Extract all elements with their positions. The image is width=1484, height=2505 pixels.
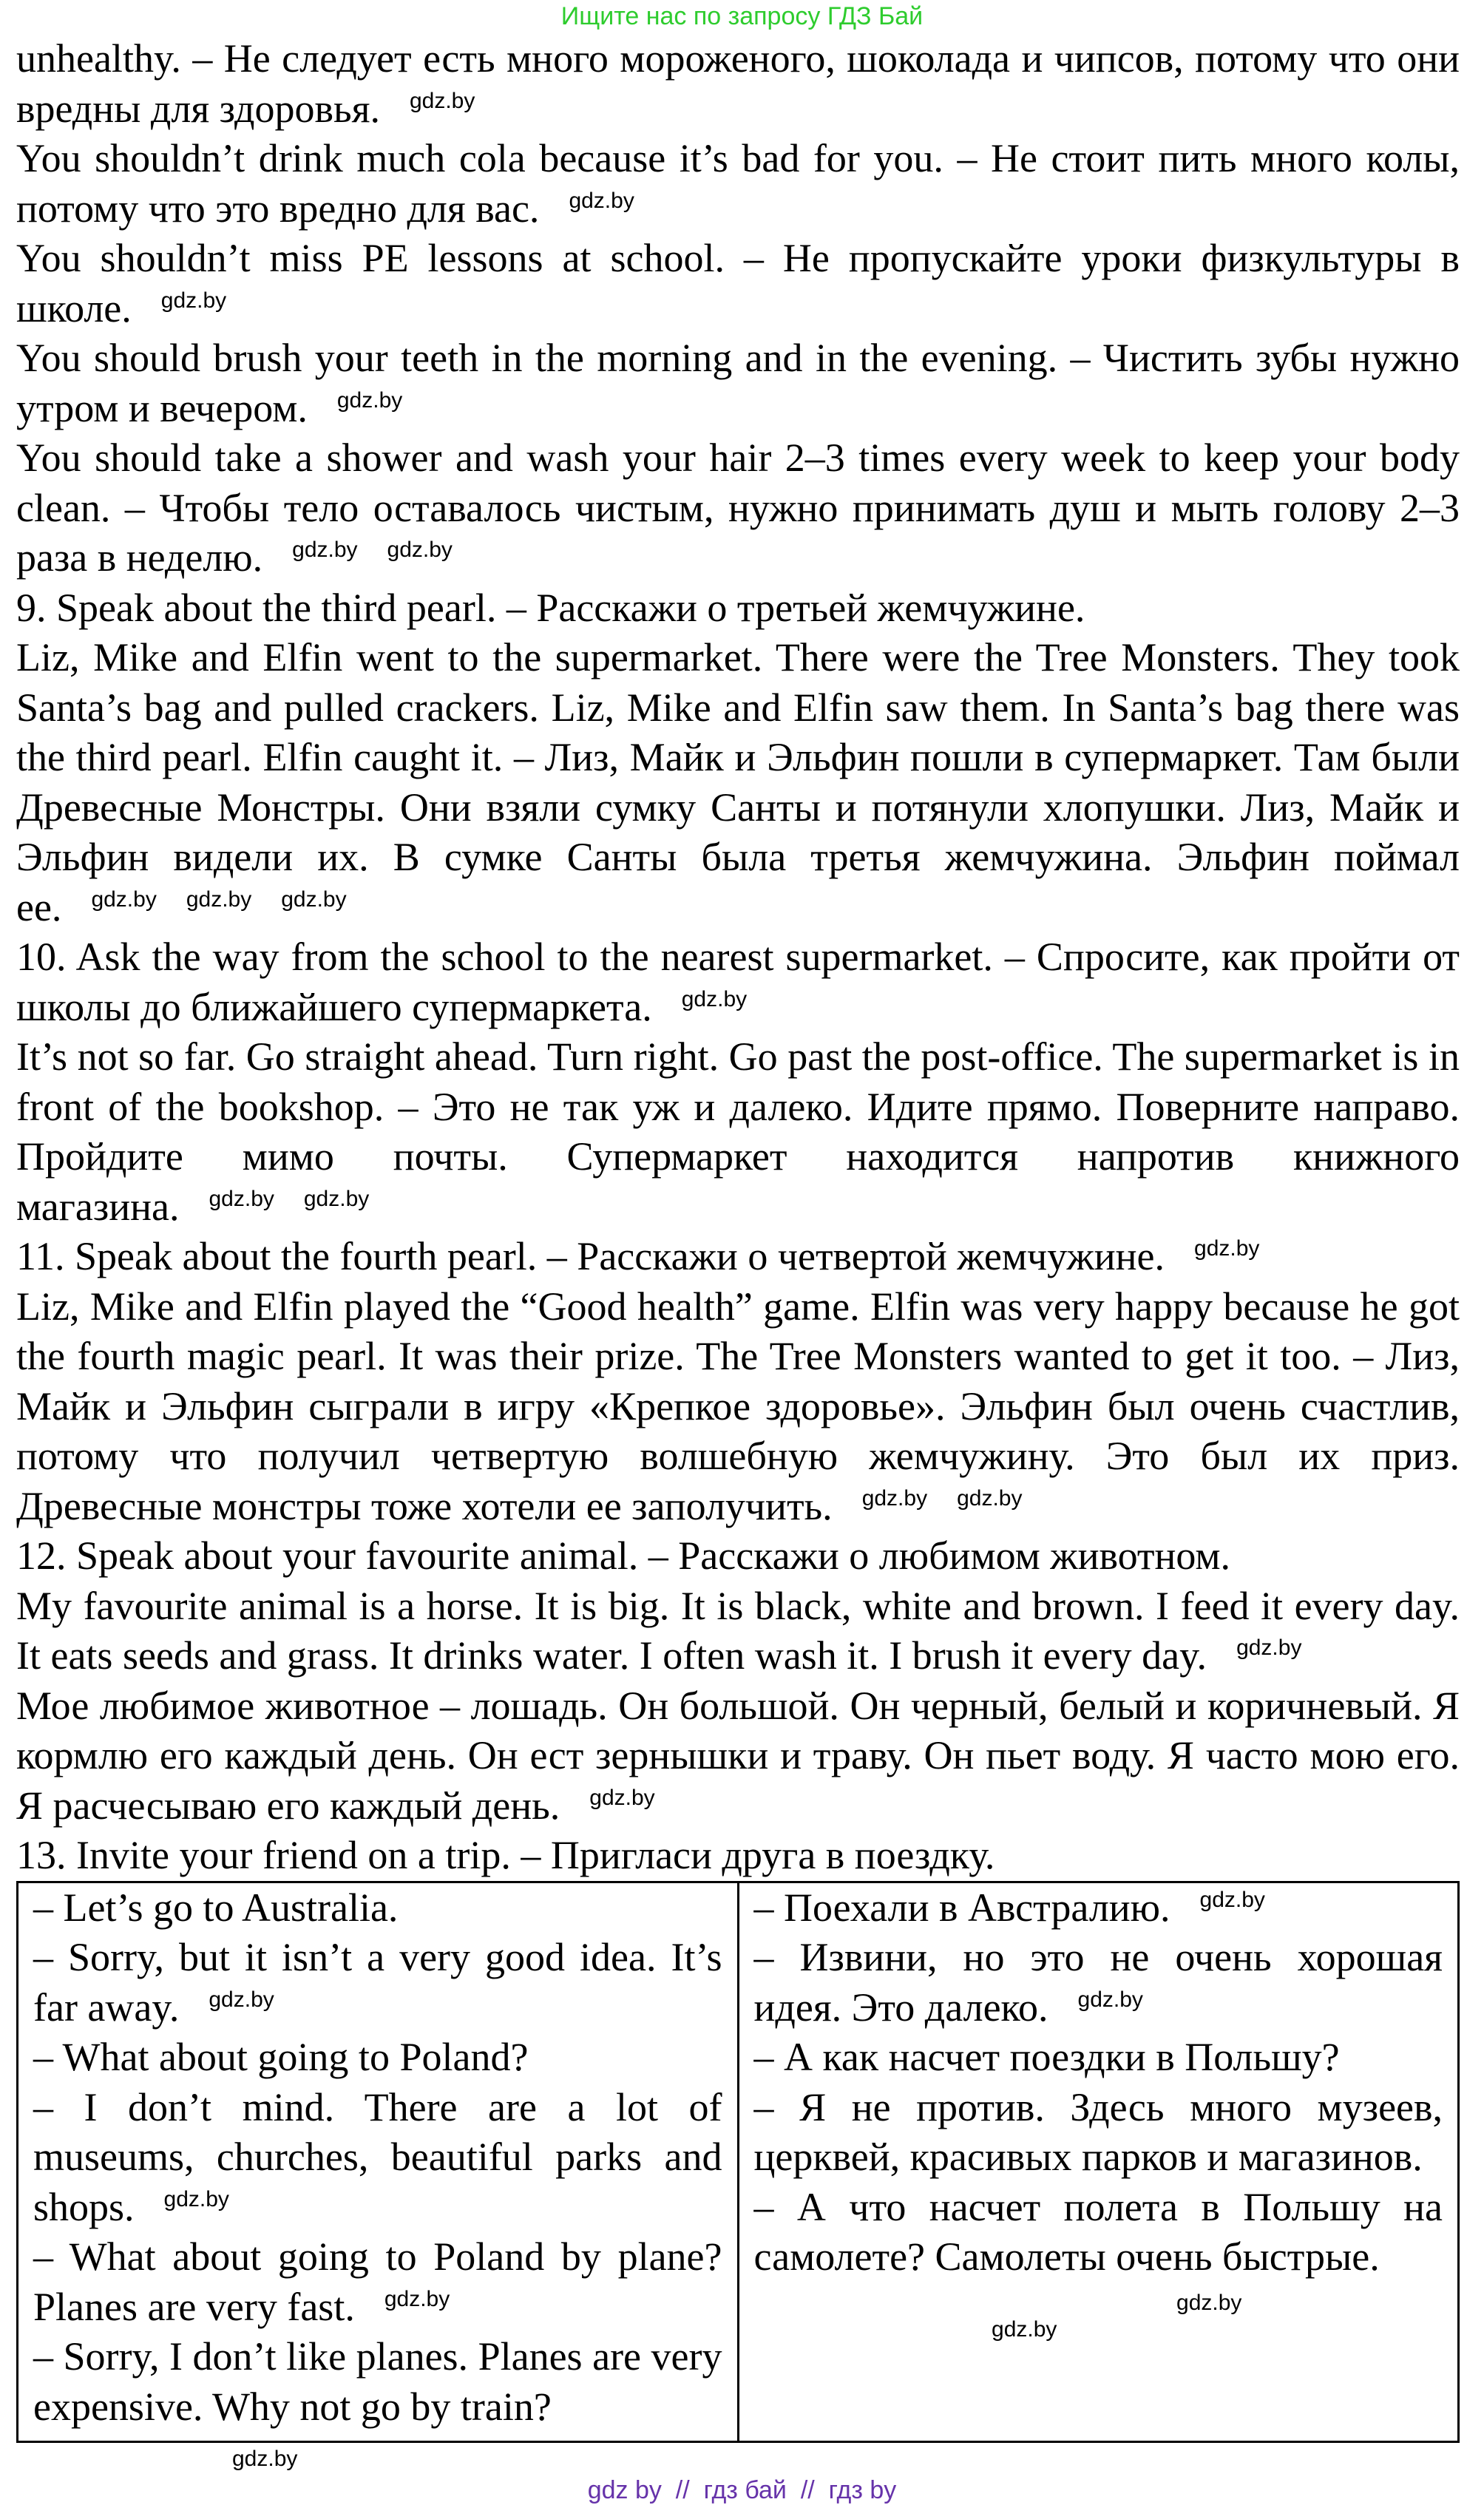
watermark: gdz.by	[681, 986, 748, 1011]
watermark: gdz.by	[409, 88, 475, 113]
paragraph-text: You should brush your teeth in the morning and in the evening. – Чистить зубы нужно утром и вечером.	[16, 336, 1460, 430]
paragraph-text: unhealthy. – Не следует есть много мороженого, шоколада и чипсов, потому что они вредны для здоровья.	[16, 36, 1460, 131]
watermark: gdz.by	[387, 538, 453, 562]
heading-text: 10. Ask the way from the school to the nearest supermarket. – Спросите, как пройти от школы до ближайшего супермаркета.	[16, 935, 1460, 1029]
dialog-line	[33, 1933, 722, 2033]
paragraph-text: You should take a shower and wash your hair 2–3 times every week to keep your body clean. – Чтобы тело оставалось чистым, нужно принимать душ и мыть голову 2–3 раза в неделю.	[16, 435, 1460, 580]
footer-links: gdz by // гдз бай // гдз by	[587, 2476, 897, 2504]
watermark: gdz.by	[281, 887, 347, 912]
exercise-heading	[16, 1232, 1460, 1282]
dialog-russian-column	[738, 1882, 1459, 2442]
paragraph	[16, 1681, 1460, 1831]
watermark: gdz.by	[163, 2186, 229, 2211]
dialog-line: – Let’s go to Australia.	[33, 1885, 399, 1930]
paragraph-text: Liz, Mike and Elfin went to the supermarket. There were the Tree Monsters. They took Santa’s bag and pulled crackers. Liz, Mike and Elfin saw them. In Santa’s bag there was the third pearl. Elfin caught it. – Лиз, Майк и Эльфин пошли в супермаркет. Там были Древесные Монстры. Они взяли сумку Санты и потянули хлопушки. Лиз, Майк и Эльфин видели их. В сумке Санты была третья жемчужина. Эльфин поймал ее.	[16, 635, 1460, 929]
watermark: gdz.by	[232, 2447, 298, 2471]
watermark: gdz.by	[569, 188, 634, 213]
watermark: gdz.by	[1194, 1236, 1260, 1261]
watermark: gdz.by	[384, 2286, 450, 2311]
search-banner: Ищите нас по запросу ГДЗ Бай	[560, 2, 924, 30]
watermark: gdz.by	[160, 288, 227, 313]
dialog-english-column	[18, 1882, 739, 2442]
paragraph	[16, 134, 1460, 234]
exercise-heading: 9. Speak about the third pearl. – Расскажи о третьей жемчужине.	[16, 585, 1085, 630]
dialog-line-text: – I don’t mind. There are a lot of museums, churches, beautiful parks and shops.	[33, 2084, 722, 2229]
document-body	[16, 34, 1460, 1881]
paragraph	[16, 333, 1460, 433]
paragraph	[16, 1582, 1460, 1681]
dialog-line	[754, 1933, 1443, 2033]
dialog-line	[754, 1883, 1443, 1933]
watermark: gdz.by	[589, 1785, 655, 1810]
watermark: gdz.by	[209, 1186, 274, 1211]
dialog-line-text: – Поехали в Австралию.	[753, 1885, 1170, 1930]
dialog-table	[16, 1881, 1460, 2444]
paragraph-text: You shouldn’t miss PE lessons at school. – Не пропускайте уроки физкультуры в школе.	[16, 236, 1460, 331]
dialog-line: – What about going to Poland?	[33, 2035, 529, 2079]
paragraph-text: Мое любимое животное – лошадь. Он большой. Он черный, белый и коричневый. Я кормлю его каждый день. Он ест зернышки и траву. Он пьет воду. Я часто мою его. Я расчесываю его каждый день.	[16, 1683, 1460, 1828]
exercise-heading: 13. Invite your friend on a trip. – Пригласи друга в поездку.	[16, 1833, 995, 1877]
dialog-line-text: – Sorry, but it isn’t a very good idea. It’s far away.	[33, 1935, 722, 2030]
watermark-group	[754, 2290, 1443, 2343]
dialog-line: – А что насчет полета в Польшу на самолете? Самолеты очень быстрые.	[753, 2184, 1443, 2279]
watermark: gdz.by	[336, 387, 403, 413]
watermark: gdz.by	[186, 887, 252, 912]
heading-text: 11. Speak about the fourth pearl. – Расскажи о четвертой жемчужине.	[16, 1234, 1165, 1278]
watermark: gdz.by	[1199, 1887, 1265, 1912]
watermark: gdz.by	[292, 538, 358, 562]
paragraph	[16, 1032, 1460, 1232]
watermark: gdz.by	[91, 887, 157, 912]
dialog-line	[33, 2083, 722, 2233]
dialog-line: – А как насчет поездки в Польшу?	[753, 2035, 1340, 2079]
paragraph	[16, 633, 1460, 932]
dialog-line: – Sorry, I don’t like planes. Planes are very expensive. Why not go by train?	[33, 2334, 722, 2429]
exercise-heading: 12. Speak about your favourite animal. – Расскажи о любимом животном.	[16, 1533, 1231, 1578]
paragraph	[16, 1282, 1460, 1532]
paragraph	[16, 433, 1460, 583]
watermark: gdz.by	[209, 1987, 274, 2012]
dialog-line: – Я не против. Здесь много музеев, церквей, красивых парков и магазинов.	[753, 2084, 1443, 2179]
watermark: gdz.by	[1176, 2290, 1242, 2315]
paragraph-text: My favourite animal is a horse. It is big. It is black, white and brown. I feed it every day. It eats seeds and grass. It drinks water. I often wash it. I brush it every day.	[16, 1583, 1460, 1678]
paragraph-text: Liz, Mike and Elfin played the “Good health” game. Elfin was very happy because he got the fourth magic pearl. It was their prize. The Tree Monsters wanted to get it too. – Лиз, Майк и Эльфин сыграли в игру «Крепкое здоровье». Эльфин был очень счастлив, потому что получил четвертую волшебную жемчужину. Это был их приз. Древесные монстры тоже хотели ее заполучить.	[16, 1284, 1460, 1528]
dialog-line-text: – Извини, но это не очень хорошая идея. Это далеко.	[753, 1935, 1443, 2030]
paragraph-text: It’s not so far. Go straight ahead. Turn right. Go past the post-office. The supermarket is in front of the bookshop. – Это не так уж и далеко. Идите прямо. Поверните направо. Пройдите мимо почты. Супермаркет находится напротив книжного магазина.	[16, 1034, 1460, 1229]
watermark: gdz.by	[861, 1485, 928, 1511]
watermark: gdz.by	[1077, 1987, 1143, 2012]
paragraph	[16, 234, 1460, 333]
watermark: gdz.by	[303, 1186, 370, 1211]
paragraph	[16, 34, 1460, 134]
exercise-heading	[16, 932, 1460, 1032]
watermark: gdz.by	[992, 2316, 1057, 2342]
paragraph-text: You shouldn’t drink much cola because it’s bad for you. – Не стоит пить много колы, потому что это вредно для вас.	[16, 136, 1460, 231]
watermark: gdz.by	[1236, 1635, 1302, 1660]
dialog-line-text: – What about going to Poland by plane? Planes are very fast.	[33, 2234, 722, 2329]
watermark: gdz.by	[957, 1485, 1023, 1511]
